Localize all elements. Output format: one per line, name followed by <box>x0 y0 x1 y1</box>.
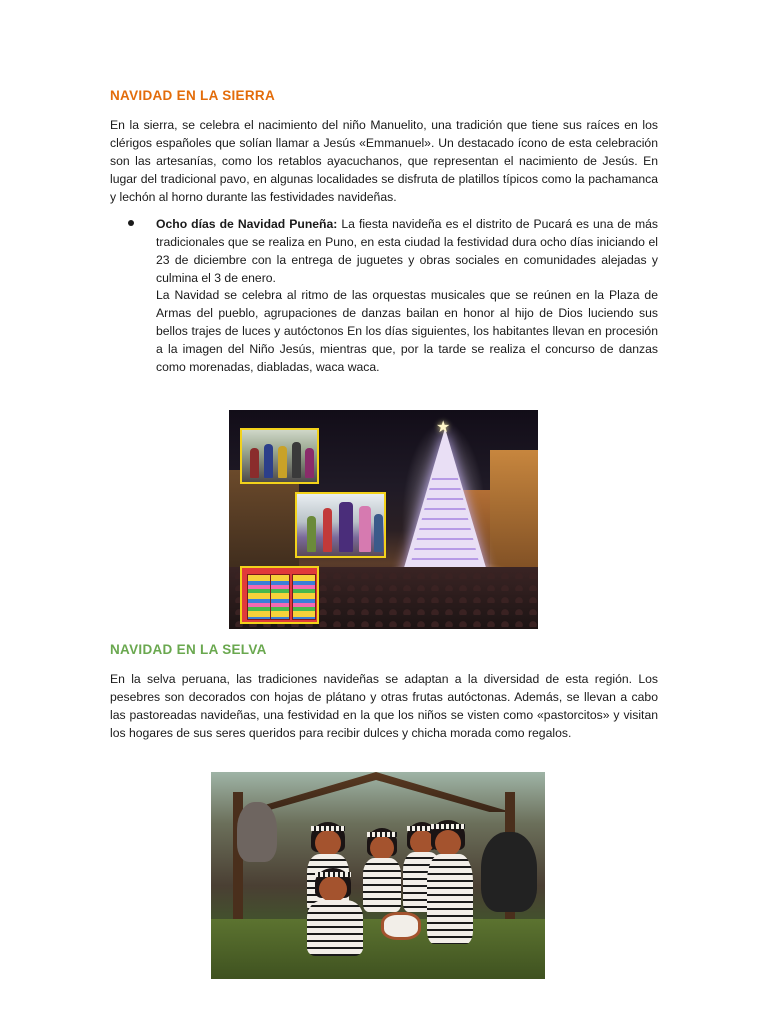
figure-crown <box>367 832 397 837</box>
bullet-dot <box>128 220 134 226</box>
figure-head <box>435 830 461 856</box>
figure-crown <box>315 872 351 877</box>
figure-crown <box>431 824 465 829</box>
bullet-text <box>156 215 658 287</box>
black-animal-figure <box>481 832 537 912</box>
animal-figure-left <box>237 802 277 862</box>
retablo-panel <box>270 574 290 620</box>
procession-figure <box>374 514 383 552</box>
procession-figure <box>339 502 353 552</box>
colonial-building-left <box>229 470 299 580</box>
christmas-plaza-photo <box>229 410 538 629</box>
heading-navidad-sierra: NAVIDAD EN LA SIERRA <box>110 88 276 103</box>
procession-figure <box>307 516 316 552</box>
retablo-panel <box>292 574 316 620</box>
figure-head <box>315 830 341 856</box>
dancer-figure <box>264 444 273 478</box>
baby-jesus-figure <box>381 912 421 940</box>
procession-figure <box>323 508 332 552</box>
figure-head <box>370 836 394 860</box>
bullet-body: La fiesta navideña es el distrito de Pucará es una de más tradicionales que se realiza en Puno, en esta ciudad la festividad dura ocho días iniciando el 23 de diciembre con la entrega de juguetes y obras sociales en comunidades alejadas y culmina el 3 de enero. <box>156 217 658 285</box>
amazon-nativity-photo <box>211 772 545 979</box>
figure-head <box>319 876 347 902</box>
dancer-figure <box>292 442 301 478</box>
figure-crown <box>311 826 345 831</box>
paragraph-sierra: En la sierra, se celebra el nacimiento del niño Manuelito, una tradición que tiene sus raíces en los clérigos españoles que solían llamar a Jesús «Emmanuel». Un destacado ícono de esta celebración son las artesanías, como los retablos ayacuchanos, que representan el nacimiento de Jesús. En lugar del tradicional pavo, en algunas localidades se disfruta de platillos típicos como la pachamanca y lechón al horno durante las festividades navideñas. <box>110 118 658 204</box>
tree-star-icon: ★ <box>436 419 451 436</box>
paragraph-selva: En la selva peruana, las tradiciones navideñas se adaptan a la diversidad de esta región. Los pesebres son decorados con hojas de plátano y otras frutas autóctonas. Además, se llevan a cabo las pastoreadas navideñas, una festividad en la que los niños se visten como «pastorcitos» y visitan los hogares de sus seres queridos para recibir dulces y chicha morada como regalos. <box>110 672 658 740</box>
retablo-panel <box>247 574 271 620</box>
dancer-figure <box>250 448 259 478</box>
figure-body <box>427 854 473 944</box>
heading-navidad-selva: NAVIDAD EN LA SELVA <box>110 642 267 657</box>
figure-body <box>307 900 363 956</box>
dancer-figure <box>305 448 314 478</box>
bullet-continuation: La Navidad se celebra al ritmo de las orquestas musicales que se reúnen en la Plaza de Armas del pueblo, agrupaciones de danzas bailan en honor al hijo de Dios luciendo sus bellos trajes de luces y autóctonos En los días siguientes, los habitantes llevan en procesión a la imagen del Niño Jesús, mientras que, por la tarde se realiza el concurso de danzas como morenadas, diabladas, waca waca. <box>156 288 658 374</box>
inset-retablo-photo <box>240 566 319 624</box>
procession-figure <box>359 506 371 552</box>
moss-ground <box>211 919 545 979</box>
hut-roof <box>241 772 511 812</box>
dancer-figure <box>278 446 287 478</box>
inset-procession-photo <box>295 492 386 558</box>
inset-dancers-photo <box>240 428 319 484</box>
bullet-label: Ocho días de Navidad Puneña: <box>156 217 338 231</box>
figure-body <box>363 858 401 912</box>
